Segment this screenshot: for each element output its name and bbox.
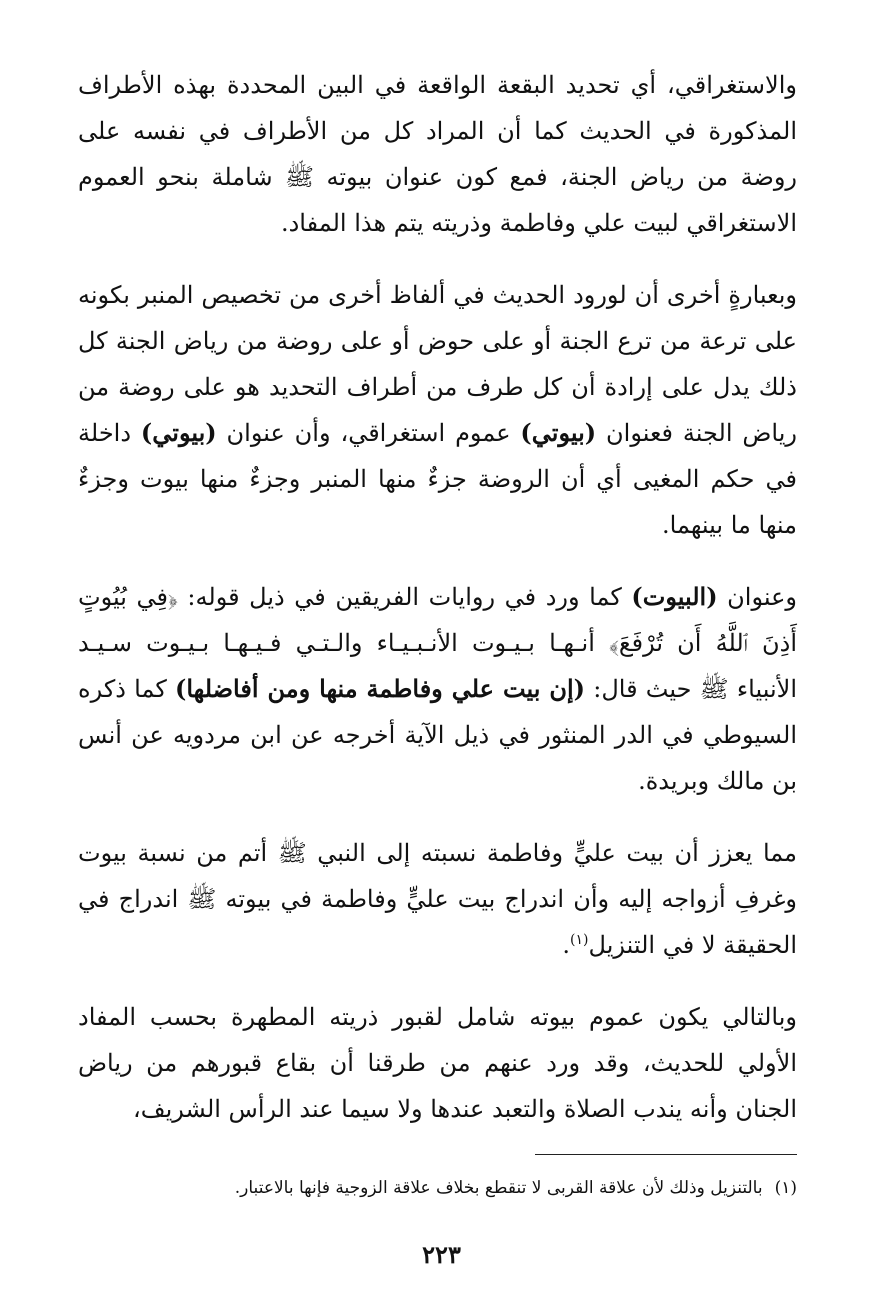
- paragraph-4: [78, 830, 797, 968]
- footnote-number: (١): [774, 1178, 797, 1198]
- paragraph-1: [78, 62, 797, 246]
- footnote-ref-1[interactable]: (١): [570, 932, 589, 948]
- paragraph-5: [78, 994, 797, 1132]
- paragraph-5-text: وبالتالي يكون عموم بيوته شامل لقبور ذريته المطهرة بحسب المفاد الأولي للحديث، وقد ورد عنهم من طرقنا أن بقاع قبورهم من رياض الجنان وأنه يندب الصلاة والتعبد عندها ولا سيما عند الرأس الشريف،: [78, 1003, 797, 1123]
- paragraph-2-text-a: وبعبارةٍ أخرى أن لورود الحديث في ألفاظ أخرى من تخصيص المنبر بكونه على ترعة من ترع الجنة أو على حوض أو على روضة من رياض الجنة كل ذلك يدل على إرادة أن كل طرف من أطراف التحديد هو على روضة من رياض الجنة فعنوان: [78, 281, 797, 447]
- paragraph-3-text-b: كما ورد في روايات الفريقين في ذيل قوله: ﴿فِي بُيُوتٍ أَذِنَ ٱللَّهُ أَن تُرْفَعَ﴾ أنـهـا بـيـوت الأنـبـيـاء والـتـي فـيـهـا بـيـوت سـيـد الأنبياء ﷺ حيث قال:: [78, 583, 797, 703]
- paragraph-2-text-c: داخلة في حكم المغيى أي أن الروضة جزءٌ منها المنبر وجزءٌ منها بيوت وجزءٌ منها ما بينهما.: [78, 419, 797, 539]
- footnote-divider: [535, 1154, 797, 1155]
- paragraph-3-bold-a: (البيوت): [631, 582, 718, 611]
- footnote-text: بالتنزيل وذلك لأن علاقة القربى لا تنقطع بخلاف علاقة الزوجية فإنها بالاعتبار.: [234, 1178, 763, 1198]
- paragraph-2-text-b: عموم استغراقي، وأن عنوان: [216, 419, 521, 447]
- paragraph-2-bold-b: (بيوتي): [140, 418, 217, 447]
- paragraph-3-text-a: وعنوان: [717, 583, 797, 611]
- page-body: [78, 62, 797, 1303]
- page-number: ٢٢٣: [422, 1240, 461, 1269]
- footnote: [78, 1173, 797, 1203]
- paragraph-1-text: والاستغراقي، أي تحديد البقعة الواقعة في البين المحددة بهذه الأطراف المذكورة في الحديث كما أن المراد كل من الأطراف في نفسه على روضة من رياض الجنة، فمع كون عنوان بيوته ﷺ شاملة بنحو العموم الاستغراقي لبيت علي وفاطمة وذريته يتم هذا المفاد.: [78, 71, 798, 237]
- paragraph-2-bold-a: (بيوتي): [520, 418, 597, 447]
- paragraph-4-text-a: مما يعزز أن بيت عليٍّ وفاطمة نسبته إلى النبي ﷺ أتم من نسبة بيوت وغرفِ أزواجه إليه وأن اندراج بيت عليٍّ وفاطمة في بيوته ﷺ اندراج في الحقيقة لا في التنزيل: [78, 839, 797, 959]
- paragraph-4-text-b: .: [562, 931, 571, 959]
- paragraph-3: [78, 574, 797, 804]
- paragraph-2: [78, 272, 797, 548]
- paragraph-3-text-c: كما ذكره السيوطي في الدر المنثور في ذيل الآية أخرجه عن ابن مردويه عن أنس بن مالك وبريدة.: [78, 675, 797, 795]
- paragraph-3-bold-b: (إن بيت علي وفاطمة منها ومن أفاضلها): [175, 674, 586, 703]
